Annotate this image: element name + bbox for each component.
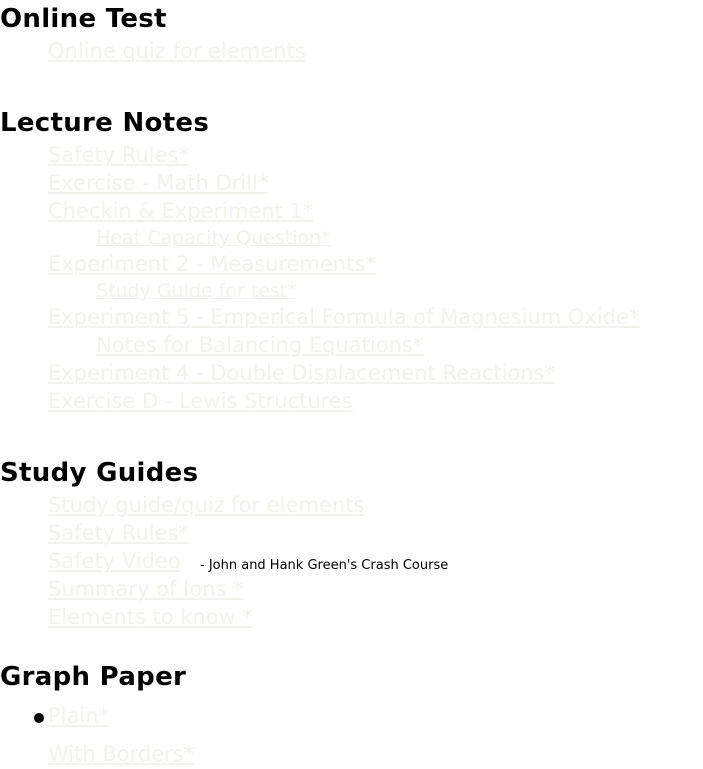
experiment-5-link[interactable]: Experiment 5 - Emperical Formula of Magnesium Oxide*: [48, 305, 640, 329]
safety-video-link[interactable]: Safety Video: [48, 549, 181, 573]
heat-capacity-link[interactable]: Heat Capacity Question*: [96, 227, 331, 249]
safety-video-note: - John and Hank Green's Crash Course: [200, 558, 449, 573]
math-drill-link[interactable]: Exercise - Math Drill*: [48, 171, 269, 195]
list-bullet: [34, 713, 44, 723]
graph-paper-heading: Graph Paper: [0, 662, 187, 692]
study-guide-test-link[interactable]: Study Guide for test*: [96, 280, 297, 302]
lecture-safety-rules-link[interactable]: Safety Rules*: [48, 143, 190, 167]
lecture-notes-heading: Lecture Notes: [0, 108, 210, 138]
bordered-graph-paper-link[interactable]: With Borders*: [48, 742, 195, 766]
lewis-structures-link[interactable]: Exercise D - Lewis Structures: [48, 389, 353, 413]
summary-of-ions-link[interactable]: Summary of Ions *: [48, 577, 244, 601]
experiment-2-link[interactable]: Experiment 2 - Measurements*: [48, 252, 376, 276]
study-guides-heading: Study Guides: [0, 458, 199, 488]
balancing-equations-link[interactable]: Notes for Balancing Equations*: [96, 333, 424, 357]
study-safety-rules-link[interactable]: Safety Rules*: [48, 521, 190, 545]
experiment-1-link[interactable]: Checkin & Experiment 1*: [48, 199, 314, 223]
online-test-heading: Online Test: [0, 4, 167, 34]
elements-to-know-link[interactable]: Elements to know *: [48, 605, 253, 629]
plain-graph-paper-link[interactable]: Plain*: [48, 704, 110, 728]
experiment-4-link[interactable]: Experiment 4 - Double Displacement Reactions*: [48, 361, 556, 385]
elements-quiz-link[interactable]: Study guide/quiz for elements: [48, 493, 365, 517]
online-quiz-link[interactable]: Online quiz for elements: [48, 39, 306, 63]
